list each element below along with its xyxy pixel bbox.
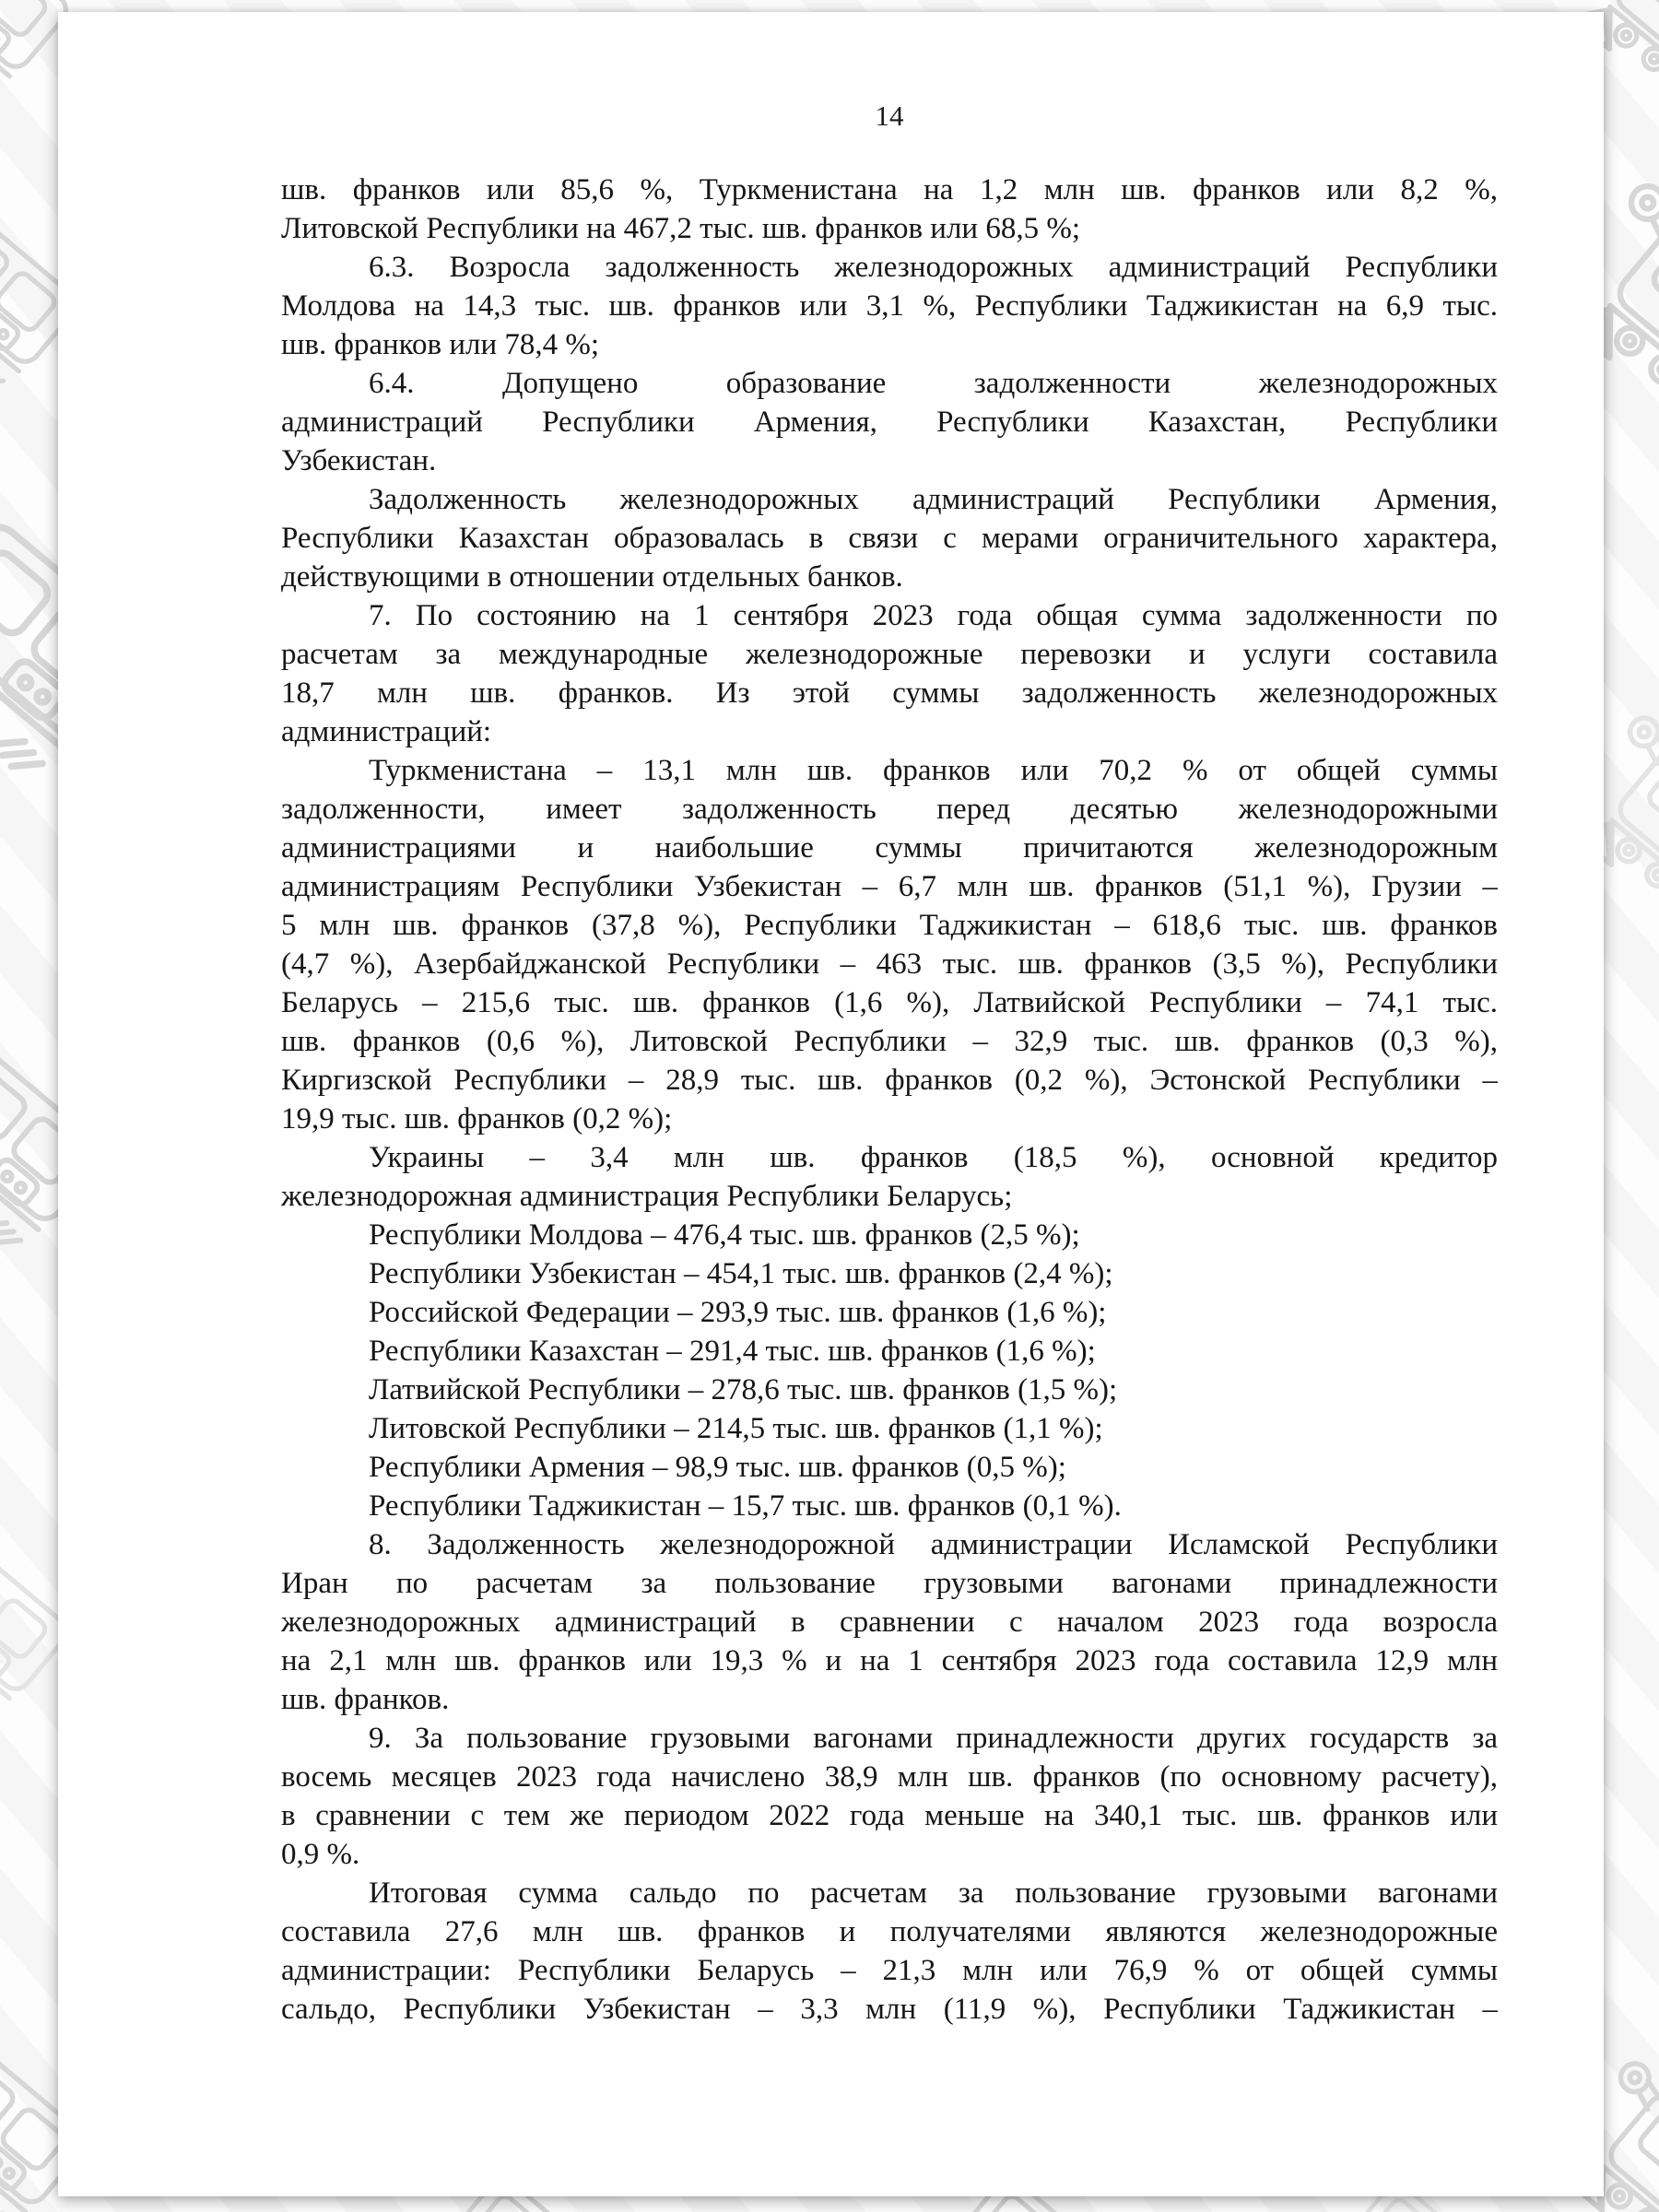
paragraph bbox=[281, 751, 1498, 1138]
text-line: в сравнении с тем же периодом 2022 года меньше на 340,1 тыс. шв. франков или bbox=[281, 1799, 1498, 1832]
text-line: шв. франков (0,6 %), Литовской Республики – 32,9 тыс. шв. франков (0,3 %), bbox=[281, 1025, 1498, 1058]
text-line: 19,9 тыс. шв. франков (0,2 %); bbox=[281, 1102, 673, 1135]
text-line: администраций: bbox=[281, 715, 492, 748]
text-line: Литовской Республики – 214,5 тыс. шв. франков (1,1 %); bbox=[369, 1412, 1103, 1445]
paragraph bbox=[281, 171, 1498, 248]
text-line: Литовской Республики на 467,2 тыс. шв. франков или 68,5 %; bbox=[281, 212, 1080, 245]
text-line: 5 млн шв. франков (37,8 %), Республики Таджикистан – 618,6 тыс. шв. франков bbox=[281, 909, 1498, 942]
paragraph bbox=[281, 1293, 1498, 1332]
text-line: Республики Молдова – 476,4 тыс. шв. франков (2,5 %); bbox=[369, 1218, 1080, 1252]
text-line: 6.3. Возросла задолженность железнодорожных администраций Республики bbox=[369, 251, 1498, 284]
text-line: железнодорожных администраций в сравнении с началом 2023 года возросла bbox=[281, 1606, 1498, 1639]
paragraph bbox=[281, 1409, 1498, 1448]
text-line: Молдова на 14,3 тыс. шв. франков или 3,1 %, Республики Таджикистан на 6,9 тыс. bbox=[281, 289, 1498, 323]
text-line: Республики Таджикистан – 15,7 тыс. шв. франков (0,1 %). bbox=[369, 1489, 1122, 1523]
paragraph bbox=[281, 1332, 1498, 1371]
paragraph bbox=[281, 1216, 1498, 1254]
text-line: Латвийской Республики – 278,6 тыс. шв. франков (1,5 %); bbox=[369, 1373, 1118, 1406]
text-line: администрациями и наибольшие суммы причитаются железнодорожным bbox=[281, 831, 1498, 865]
paragraph bbox=[281, 1448, 1498, 1487]
text-line: составила 27,6 млн шв. франков и получателями являются железнодорожные bbox=[281, 1915, 1498, 1948]
text-line: Беларусь – 215,6 тыс. шв. франков (1,6 %), Латвийской Республики – 74,1 тыс. bbox=[281, 986, 1498, 1019]
paragraph bbox=[281, 1874, 1498, 2029]
text-line: администрации: Республики Беларусь – 21,3 млн или 76,9 % от общей суммы bbox=[281, 1954, 1498, 1987]
paragraph bbox=[281, 596, 1498, 751]
text-line: расчетам за международные железнодорожные перевозки и услуги составила bbox=[281, 638, 1498, 671]
text-line: Российской Федерации – 293,9 тыс. шв. франков (1,6 %); bbox=[369, 1296, 1107, 1329]
paragraph bbox=[281, 1371, 1498, 1409]
text-line: Республики Узбекистан – 454,1 тыс. шв. франков (2,4 %); bbox=[369, 1257, 1113, 1290]
paragraph bbox=[281, 248, 1498, 364]
text-line: шв. франков или 78,4 %; bbox=[281, 328, 600, 361]
text-line: железнодорожная администрация Республики Беларусь; bbox=[281, 1180, 1013, 1213]
paragraph bbox=[281, 1254, 1498, 1293]
document-body bbox=[281, 171, 1498, 2029]
text-line: Республики Казахстан – 291,4 тыс. шв. франков (1,6 %); bbox=[369, 1335, 1096, 1368]
text-line: 6.4. Допущено образование задолженности железнодорожных bbox=[369, 367, 1498, 400]
text-line: 8. Задолженность железнодорожной администрации Исламской Республики bbox=[369, 1528, 1498, 1561]
text-line: Киргизской Республики – 28,9 тыс. шв. франков (0,2 %), Эстонской Республики – bbox=[281, 1064, 1498, 1097]
text-line: Иран по расчетам за пользование грузовыми вагонами принадлежности bbox=[281, 1567, 1498, 1600]
text-line: Итоговая сумма сальдо по расчетам за пользование грузовыми вагонами bbox=[369, 1877, 1498, 1910]
paragraph bbox=[281, 1719, 1498, 1874]
text-line: Узбекистан. bbox=[281, 444, 437, 477]
text-line: 7. По состоянию на 1 сентября 2023 года общая сумма задолженности по bbox=[369, 599, 1498, 632]
paragraph bbox=[281, 480, 1498, 596]
paragraph bbox=[281, 364, 1498, 480]
document-page bbox=[58, 12, 1604, 2196]
text-line: Республики Казахстан образовалась в связи с мерами ограничительного характера, bbox=[281, 522, 1498, 555]
text-line: Республики Армения – 98,9 тыс. шв. франков (0,5 %); bbox=[369, 1451, 1066, 1484]
text-line: Задолженность железнодорожных администраций Республики Армения, bbox=[369, 483, 1498, 516]
text-line: Туркменистана – 13,1 млн шв. франков или 70,2 % от общей суммы bbox=[369, 754, 1498, 787]
text-line: 18,7 млн шв. франков. Из этой суммы задолженность железнодорожных bbox=[281, 677, 1498, 710]
text-line: шв. франков. bbox=[281, 1683, 450, 1716]
paragraph bbox=[281, 1487, 1498, 1525]
text-line: восемь месяцев 2023 года начислено 38,9 млн шв. франков (по основному расчету), bbox=[281, 1760, 1498, 1794]
text-line: 9. За пользование грузовыми вагонами принадлежности других государств за bbox=[369, 1722, 1498, 1755]
text-line: 0,9 %. bbox=[281, 1838, 360, 1871]
text-line: (4,7 %), Азербайджанской Республики – 463 тыс. шв. франков (3,5 %), Республики bbox=[281, 947, 1498, 981]
text-line: администрациям Республики Узбекистан – 6,7 млн шв. франков (51,1 %), Грузии – bbox=[281, 870, 1498, 903]
text-line: администраций Республики Армения, Республики Казахстан, Республики bbox=[281, 406, 1498, 439]
text-line: Украины – 3,4 млн шв. франков (18,5 %), основной кредитор bbox=[369, 1141, 1498, 1174]
paragraph bbox=[281, 1525, 1498, 1719]
text-line: действующими в отношении отдельных банков. bbox=[281, 560, 903, 594]
text-line: сальдо, Республики Узбекистан – 3,3 млн (11,9 %), Республики Таджикистан – bbox=[281, 1993, 1498, 2026]
text-line: задолженности, имеет задолженность перед десятью железнодорожными bbox=[281, 793, 1498, 826]
paragraph bbox=[281, 1138, 1498, 1216]
text-line: шв. франков или 85,6 %, Туркменистана на 1,2 млн шв. франков или 8,2 %, bbox=[281, 173, 1498, 206]
text-line: на 2,1 млн шв. франков или 19,3 % и на 1 сентября 2023 года составила 12,9 млн bbox=[281, 1644, 1498, 1677]
page-number: 14 bbox=[875, 100, 904, 132]
